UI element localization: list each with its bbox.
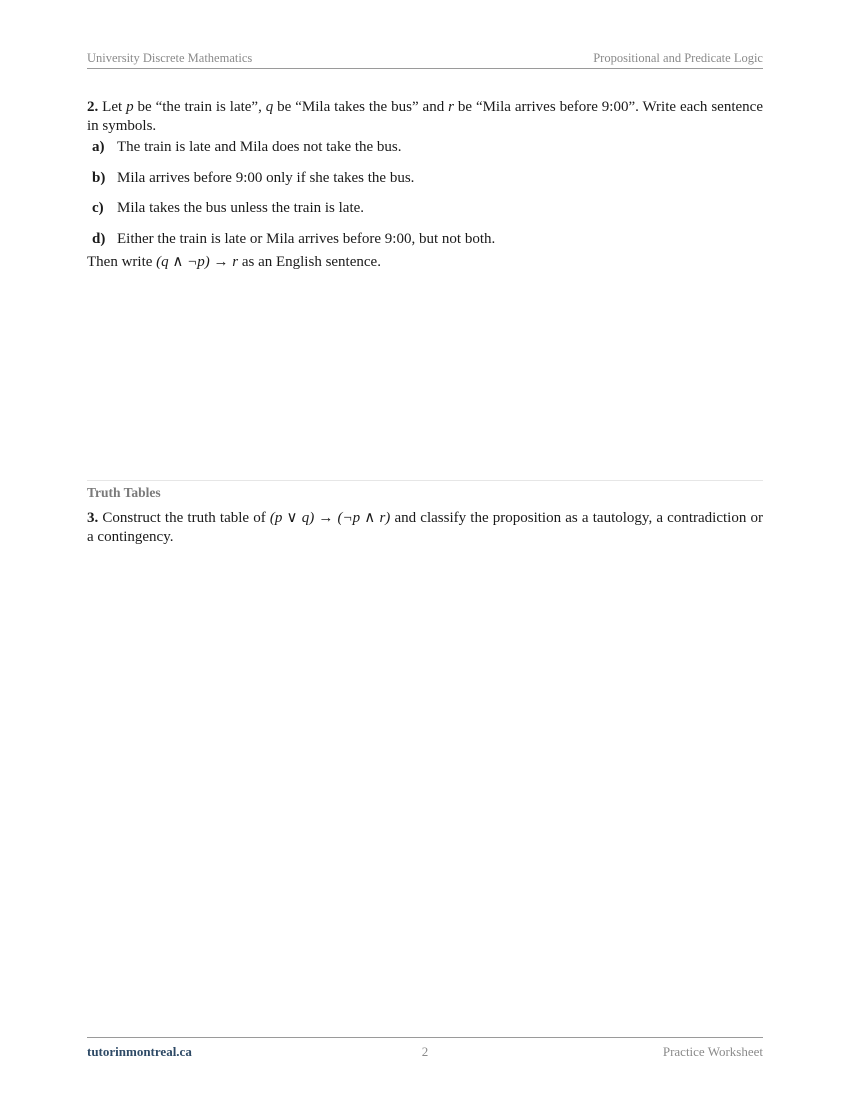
variable-r: r: [448, 99, 454, 115]
prompt-text: Construct the truth table of: [98, 510, 270, 526]
section-divider: [87, 480, 763, 481]
part-d: [87, 230, 763, 249]
question-3-formula: (p ∨ q) → (¬p ∧ r): [269, 510, 391, 526]
prompt-text: be “Mila takes the bus” and: [273, 99, 449, 115]
variable-p: p: [126, 99, 134, 115]
question-number: 3.: [87, 510, 99, 526]
part-label: c): [92, 200, 104, 216]
page-footer: [87, 1037, 763, 1062]
header-course-title: University Discrete Mathematics: [87, 51, 253, 65]
footer-document-type: Practice Worksheet: [662, 1044, 763, 1059]
question-2-prompt: [87, 98, 763, 136]
footer-site-link[interactable]: tutorinmontreal.ca: [87, 1044, 192, 1059]
prompt-text: Let: [98, 99, 127, 115]
part-text: Either the train is late or Mila arrives before 9:00, but not both.: [117, 230, 496, 247]
part-label: b): [92, 169, 106, 186]
question-3: [87, 509, 763, 547]
question-2-follow-up: [87, 253, 763, 272]
part-b: [87, 169, 763, 188]
question-2: [87, 98, 763, 272]
question-2-parts: [87, 138, 763, 249]
page-number: 2: [421, 1044, 429, 1059]
part-label: a): [92, 139, 105, 155]
prompt-text: be “Mila arrives before 9:00”. Write each sentence in symbols.: [87, 99, 763, 134]
question-3-prompt: [87, 509, 763, 547]
follow-up-formula: (q ∧ ¬p) → r: [156, 253, 239, 270]
follow-up-text: as an English sentence.: [238, 253, 381, 270]
follow-up-text: Then write: [87, 253, 157, 270]
part-a: [87, 138, 763, 157]
section-title: Truth Tables: [87, 485, 161, 500]
part-text: Mila takes the bus unless the train is late.: [117, 200, 365, 216]
part-c: [87, 199, 763, 218]
header-topic-title: Propositional and Predicate Logic: [593, 51, 763, 65]
variable-q: q: [265, 99, 274, 115]
prompt-text: be “the train is late”,: [133, 99, 266, 115]
prompt-text: and classify the proposition as a tautology, a contradiction or a contingency.: [87, 510, 763, 545]
part-text: Mila arrives before 9:00 only if she takes the bus.: [117, 169, 415, 186]
part-text: The train is late and Mila does not take the bus.: [117, 139, 402, 155]
page-header: [87, 51, 763, 69]
question-number: 2.: [87, 99, 99, 115]
part-label: d): [92, 230, 106, 247]
